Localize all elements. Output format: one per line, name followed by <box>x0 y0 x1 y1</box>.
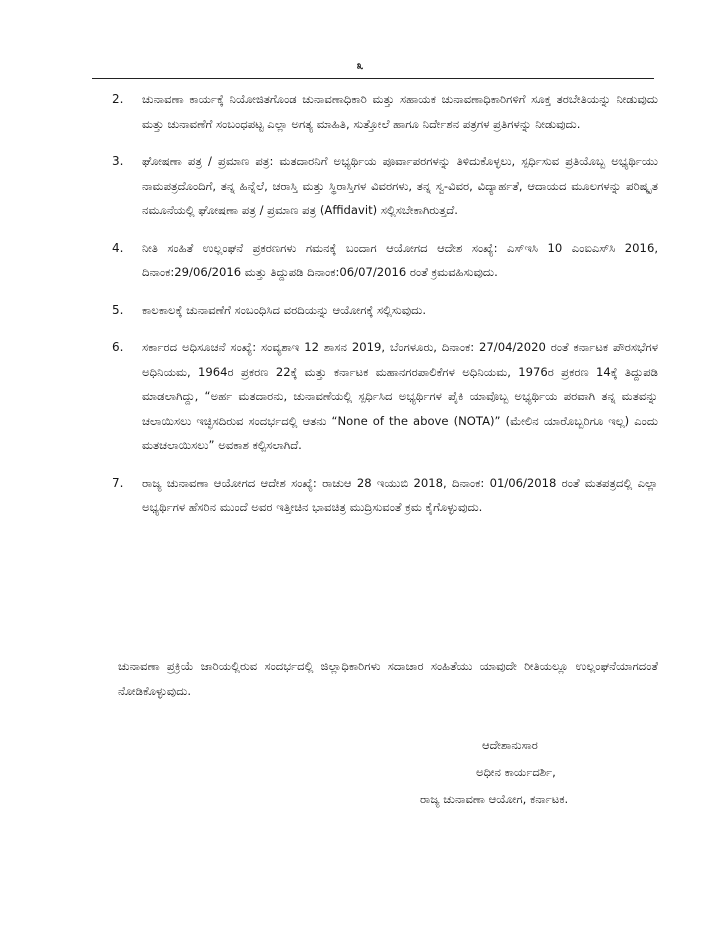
page-number: ೩ <box>356 58 364 72</box>
item-text: ನೀತಿ ಸಂಹಿತೆ ಉಲ್ಲಂಘನೆ ಪ್ರಕರಣಗಳು ಗಮನಕ್ಕೆ ಬಂದಾಗ ಆಯೋಗದ ಆದೇಶ ಸಂಖ್ಯೆ: ಎಸ್ಇಸಿ 10 ಎಂಐಎಸ್‌ಸಿ 2016, ದಿನಾಂಕ:29/06/2016 ಮತ್ತು ತಿದ್ದುಪಡಿ ದಿನಾಂಕ:06/07/2016 ರಂತೆ ಕ್ರಮವಹಿಸುವುದು. <box>142 240 658 279</box>
item-number: 4. <box>112 240 124 255</box>
numbered-list <box>90 87 658 533</box>
list-item <box>90 335 658 458</box>
signature-designation: ಅಧೀನ ಕಾರ್ಯದರ್ಶಿ, <box>476 765 556 779</box>
list-item <box>90 298 658 323</box>
item-number: 3. <box>112 154 124 168</box>
item-number: 7. <box>112 475 124 490</box>
signature-office: ರಾಜ್ಯ ಚುನಾವಣಾ ಆಯೋಗ, ಕರ್ನಾಟಕ. <box>420 792 569 806</box>
list-item <box>90 87 658 136</box>
list-item <box>90 236 658 285</box>
closing-paragraph: ಚುನಾವಣಾ ಪ್ರಕ್ರಿಯೆ ಜಾರಿಯಲ್ಲಿರುವ ಸಂದರ್ಭದಲ್ಲಿ ಜಿಲ್ಲಾಧಿಕಾರಿಗಳು ಸದಾಚಾರ ಸಂಹಿತೆಯು ಯಾವುದೇ ರೀತಿಯಲ್ಲೂ ಉಲ್ಲಂಘನೆಯಾಗದಂತೆ ನೋಡಿಕೊಳ್ಳುವುದು. <box>118 659 658 698</box>
item-number: 2. <box>112 92 124 106</box>
list-item <box>90 149 658 223</box>
list-item <box>90 471 658 520</box>
signature-order-line: ಆದೇಶಾನುಸಾರ <box>482 738 538 752</box>
header-rule <box>92 78 654 79</box>
signature-block <box>420 732 670 813</box>
item-text: ಕಾಲಕಾಲಕ್ಕೆ ಚುನಾವಣೆಗೆ ಸಂಬಂಧಿಸಿದ ವರದಿಯನ್ನು ಆಯೋಗಕ್ಕೆ ಸಲ್ಲಿಸುವುದು. <box>142 302 427 317</box>
item-text: ರಾಜ್ಯ ಚುನಾವಣಾ ಆಯೋಗದ ಆದೇಶ ಸಂಖ್ಯೆ: ರಾಚುಆ 28 ಇಯುಬಿ 2018, ದಿನಾಂಕ: 01/06/2018 ರಂತೆ ಮತಪತ್ರದಲ್ಲಿ ಎಲ್ಲಾ ಅಭ್ಯರ್ಥಿಗಳ ಹೆಸರಿನ ಮುಂದೆ ಅವರ ಇತ್ತೀಚಿನ ಭಾವಚಿತ್ರ ಮುದ್ರಿಸುವಂತೆ ಕ್ರಮ ಕೈಗೊಳ್ಳುವುದು. <box>142 475 658 514</box>
item-text: ಘೋಷಣಾ ಪತ್ರ / ಪ್ರಮಾಣ ಪತ್ರ: ಮತದಾರನಿಗೆ ಅಭ್ಯರ್ಥಿಯ ಪೂರ್ವಾಪರಗಳನ್ನು ತಿಳಿದುಕೊಳ್ಳಲು, ಸ್ಪರ್ಧಿಸುವ ಪ್ರತಿಯೊಬ್ಬ ಅಭ್ಯರ್ಥಿಯು ನಾಮಪತ್ರದೊಂದಿಗೆ, ತನ್ನ ಹಿನ್ನೆಲೆ, ಚರಾಸ್ತಿ ಮತ್ತು ಸ್ಥಿರಾಸ್ತಿಗಳ ವಿವರಗಳು, ತನ್ನ ಸ್ವ-ವಿವರ, ವಿದ್ಯಾರ್ಹತೆ, ಆದಾಯದ ಮೂಲಗಳನ್ನು ಪರಿಷ್ಕೃತ ನಮೂನೆಯಲ್ಲಿ ಘೋಷಣಾ ಪತ್ರ / ಪ್ರಮಾಣ ಪತ್ರ (Affidavit) ಸಲ್ಲಿಸಬೇಕಾಗಿರುತ್ತದೆ. <box>142 154 658 217</box>
item-number: 6. <box>112 340 124 354</box>
item-number: 5. <box>112 302 124 317</box>
item-text: ಚುನಾವಣಾ ಕಾರ್ಯಕ್ಕೆ ನಿಯೋಜಿತಗೊಂಡ ಚುನಾವಣಾಧಿಕಾರಿ ಮತ್ತು ಸಹಾಯಕ ಚುನಾವಣಾಧಿಕಾರಿಗಳಿಗೆ ಸೂಕ್ತ ತರಬೇತಿಯನ್ನು ನೀಡುವುದು ಮತ್ತು ಚುನಾವಣೆಗೆ ಸಂಬಂಧಪಟ್ಟ ಎಲ್ಲಾ ಅಗತ್ಯ ಮಾಹಿತಿ, ಸುತ್ತೋಲೆ ಹಾಗೂ ನಿರ್ದೇಶನ ಪತ್ರಗಳ ಪ್ರತಿಗಳನ್ನು ನೀಡುವುದು. <box>142 92 658 131</box>
item-text: ಸರ್ಕಾರದ ಅಧಿಸೂಚನೆ ಸಂಖ್ಯೆ: ಸಂವ್ಯಶಾಇ 12 ಶಾಸನ 2019, ಬೆಂಗಳೂರು, ದಿನಾಂಕ: 27/04/2020 ರಂತೆ ಕರ್ನಾಟಕ ಪೌರಸಭೆಗಳ ಅಧಿನಿಯಮ, 1964ರ ಪ್ರಕರಣ 22ಕ್ಕೆ ಮತ್ತು ಕರ್ನಾಟಕ ಮಹಾನಗರಪಾಲಿಕೆಗಳ ಅಧಿನಿಯಮ, 1976ರ ಪ್ರಕರಣ 14ಕ್ಕೆ ತಿದ್ದುಪಡಿ ಮಾಡಲಾಗಿದ್ದು, “ಅರ್ಹ ಮತದಾರನು, ಚುನಾವಣೆಯಲ್ಲಿ ಸ್ಪರ್ಧಿಸಿದ ಅಭ್ಯರ್ಥಿಗಳ ಪೈಕಿ ಯಾವೊಬ್ಬ ಅಭ್ಯರ್ಥಿಯ ಪರವಾಗಿ ತನ್ನ ಮತವನ್ನು ಚಲಾಯಿಸಲು ಇಚ್ಛಿಸದಿರುವ ಸಂದರ್ಭದಲ್ಲಿ ಆತನು “None of the above (NOTA)” (ಮೇಲಿನ ಯಾರೊಬ್ಬರಿಗೂ ಇಲ್ಲ) ಎಂದು ಮತಚಲಾಯಿಸಲು” ಅವಕಾಶ ಕಲ್ಪಿಸಲಾಗಿದೆ. <box>142 340 658 452</box>
